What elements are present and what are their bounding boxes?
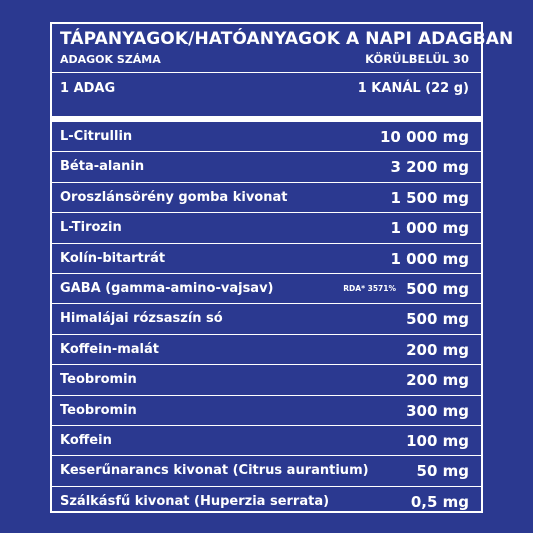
ingredient-row xyxy=(52,274,481,304)
ingredient-row xyxy=(52,244,481,274)
ingredient-amount: 200 mg xyxy=(406,371,469,390)
ingredient-amount: 100 mg xyxy=(406,431,469,450)
ingredient-amount: 10 000 mg xyxy=(380,128,469,146)
ingredient-name: Szálkásfű kivonat (Huperzia serrata) xyxy=(60,493,330,509)
ingredient-amount: 500 mg xyxy=(406,279,469,298)
ingredient-amount: 1 500 mg xyxy=(390,188,469,207)
serving-size-value: 1 KANÁL (22 g) xyxy=(357,81,469,96)
ingredient-row xyxy=(52,396,481,426)
servings-label: ADAGOK SZÁMA xyxy=(60,53,161,66)
ingredient-row xyxy=(52,335,481,365)
ingredient-amount: 200 mg xyxy=(406,340,469,359)
ingredient-name: Himalájai rózsaszín só xyxy=(60,311,223,327)
ingredient-amount: 3 200 mg xyxy=(390,158,469,177)
ingredient-list xyxy=(52,122,481,517)
ingredient-row xyxy=(52,152,481,182)
ingredient-name: GABA (gamma-amino-vajsav) xyxy=(60,280,274,296)
ingredient-name: L-Citrullin xyxy=(60,129,133,144)
ingredient-row xyxy=(52,304,481,334)
ingredient-row xyxy=(52,456,481,486)
ingredient-amount: 300 mg xyxy=(406,401,469,420)
ingredient-row xyxy=(52,487,481,517)
ingredient-row xyxy=(52,426,481,456)
ingredient-amount: 50 mg xyxy=(416,462,469,481)
ingredient-amount: 1 000 mg xyxy=(390,219,469,238)
ingredient-name: Kolín-bitartrát xyxy=(60,250,166,266)
ingredient-row xyxy=(52,365,481,395)
header-divider xyxy=(52,72,481,73)
servings-value: KÖRÜLBELÜL 30 xyxy=(365,52,469,66)
rda-note: RDA* 3571% xyxy=(343,283,396,293)
ingredient-name: Koffein-malát xyxy=(60,341,159,357)
ingredient-name: Keserűnarancs kivonat (Citrus aurantium) xyxy=(60,463,369,479)
ingredient-name: L-Tirozin xyxy=(60,220,122,236)
ingredient-amount: 0,5 mg xyxy=(410,492,469,511)
nutrition-panel xyxy=(50,22,514,513)
ingredient-row xyxy=(52,122,481,152)
ingredient-name: Koffein xyxy=(60,432,112,448)
ingredient-row xyxy=(52,213,481,243)
ingredient-name: Teobromin xyxy=(60,402,137,418)
panel-title: TÁPANYAGOK/HATÓANYAGOK A NAPI ADAGBAN xyxy=(60,29,514,49)
ingredient-amount: 500 mg xyxy=(406,310,469,329)
ingredient-name: Béta-alanin xyxy=(60,159,145,175)
ingredient-name: Oroszlánsörény gomba kivonat xyxy=(60,189,288,205)
ingredient-name: Teobromin xyxy=(60,372,137,388)
ingredient-amount: 1 000 mg xyxy=(390,249,469,268)
serving-size-label: 1 ADAG xyxy=(60,81,116,96)
ingredient-row xyxy=(52,183,481,213)
